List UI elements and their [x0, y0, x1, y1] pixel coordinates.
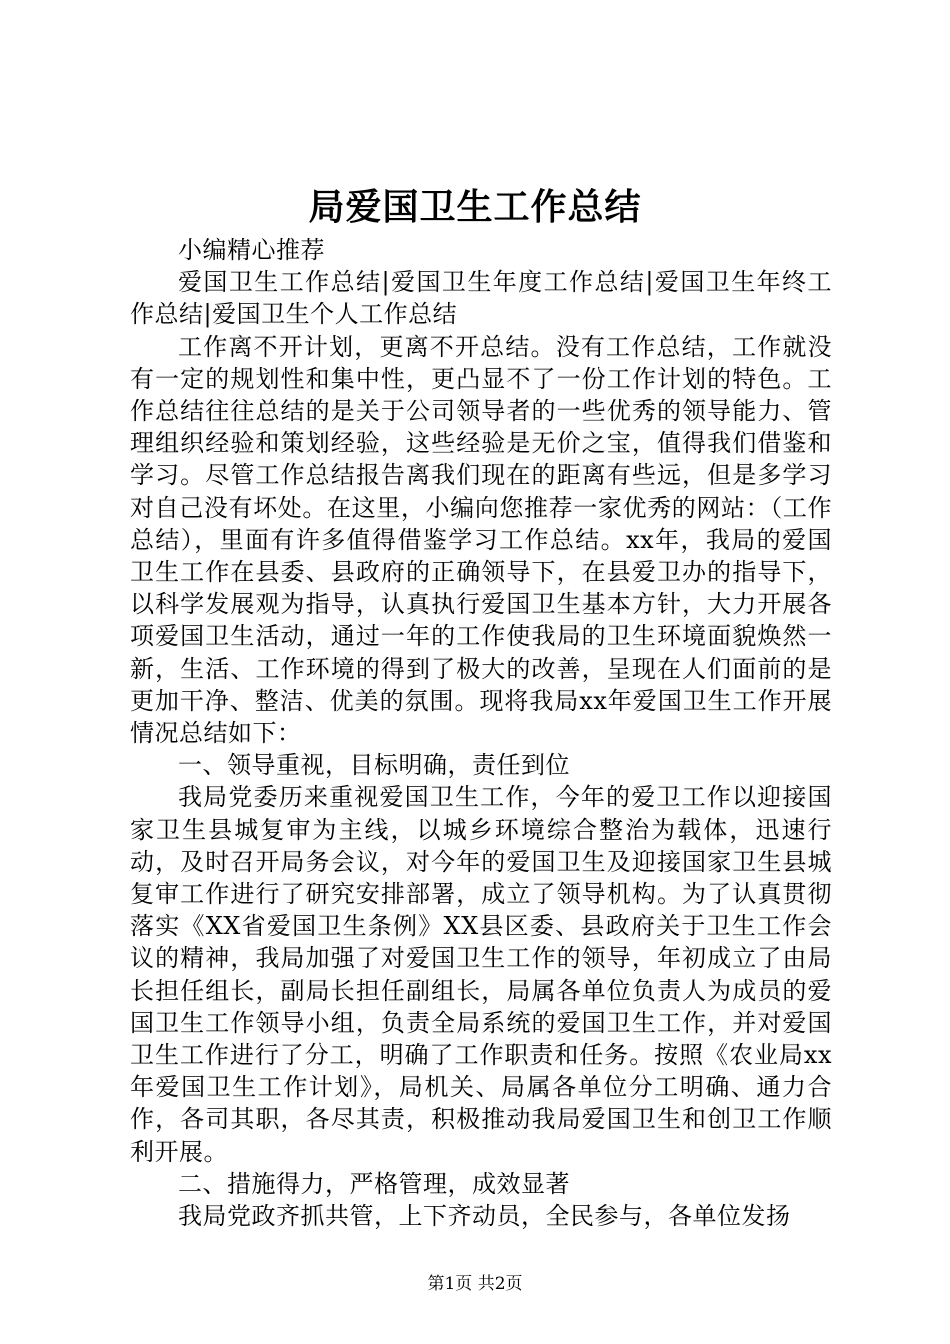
section-1-paragraph: 我局党委历来重视爱国卫生工作，今年的爱卫工作以迎接国家卫生县城复审为主线，以城乡环境综合整治为载体，迅速行动，及时召开局务会议，对今年的爱国卫生及迎接国家卫生县城复审工作进行了研究安排部署，成立了领导机构。为了认真贯彻落实《XX省爱国卫生条例》XX县区委、县政府关于卫生工作会议的精神，我局加强了对爱国卫生工作的领导，年初成立了由局长担任组长，副局长担任副组长，局属各单位负责人为成员的爱国卫生工作领导小组，负责全局系统的爱国卫生工作，并对爱国卫生工作进行了分工，明确了工作职责和任务。按照《农业局xx年爱国卫生工作计划》，局机关、局属各单位分工明确、通力合作，各司其职，各尽其责，积极推动我局爱国卫生和创卫工作顺利开展。 — [130, 783, 832, 1166]
document-title: 局爱国卫生工作总结 — [308, 186, 642, 228]
section-2-paragraph: 我局党政齐抓共管，上下齐动员，全民参与，各单位发扬 — [178, 1202, 791, 1231]
section-heading-1: 一、领导重视，目标明确，责任到位 — [178, 751, 570, 780]
related-links-line: 爱国卫生工作总结|爱国卫生年度工作总结|爱国卫生年终工作总结|爱国卫生个人工作总结 — [130, 268, 832, 329]
intro-paragraph: 工作离不开计划，更离不开总结。没有工作总结，工作就没有一定的规划性和集中性，更凸显不了一份工作计划的特色。工作总结往往总结的是关于公司领导者的一些优秀的领导能力、管理组织经验和策划经验，这些经验是无价之宝，值得我们借鉴和学习。尽管工作总结报告离我们现在的距离有些远，但是多学习对自己没有坏处。在这里，小编向您推荐一家优秀的网站：（工作总结），里面有许多值得借鉴学习工作总结。xx年，我局的爱国卫生工作在县委、县政府的正确领导下，在县爱卫办的指导下，以科学发展观为指导，认真执行爱国卫生基本方针，大力开展各项爱国卫生活动，通过一年的工作使我局的卫生环境面貌焕然一新，生活、工作环境的得到了极大的改善，呈现在人们面前的是更加干净、整洁、优美的氛围。现将我局xx年爱国卫生工作开展情况总结如下： — [130, 332, 832, 748]
document-body — [130, 234, 832, 1232]
recommend-line: 小编精心推荐 — [178, 236, 325, 264]
section-heading-2: 二、措施得力，严格管理，成效显著 — [178, 1169, 570, 1198]
page-footer: 第1页 共2页 — [427, 1274, 523, 1294]
